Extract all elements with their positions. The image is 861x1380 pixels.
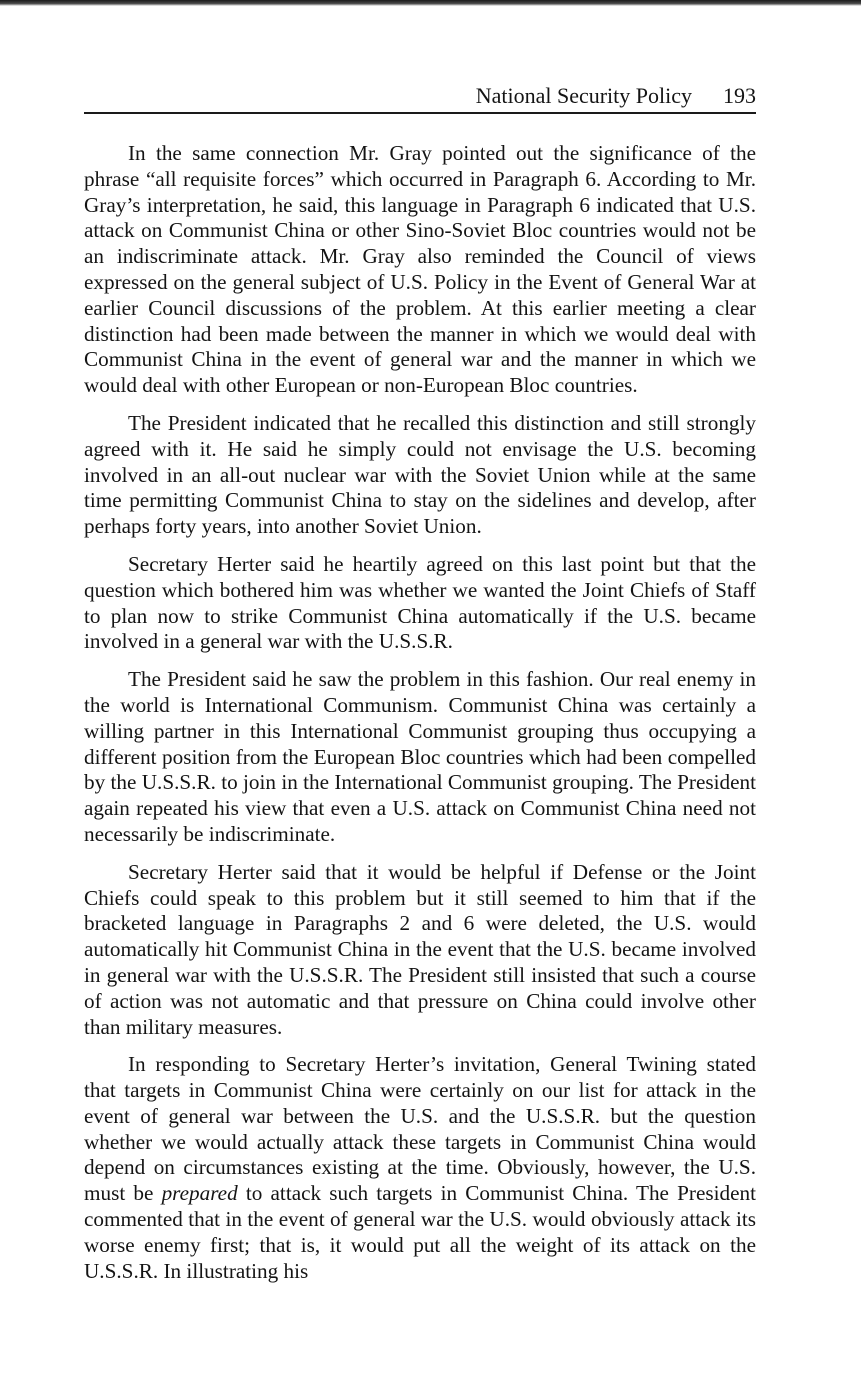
paragraph-text-after-emphasis: to attack such targets in Communist China. The President commented that in the event of general war the U.S. would obviously attack its worse enemy first; that is, it would put all the weight of its attack on the U.S.S.R. In illustrating his: [84, 1181, 756, 1283]
page-header: [84, 80, 756, 114]
body-text: [84, 141, 756, 1296]
paragraph-president-distinction: The President indicated that he recalled this distinction and still strongly agreed with it. He said he simply could not envisage the U.S. becoming involved in an all-out nuclear war with the Soviet Union while at the same time permitting Communist China to stay on the sidelines and develop, after perhaps forty years, into another Soviet Union.: [84, 410, 756, 539]
page-number: 193: [723, 83, 756, 108]
paragraph-herter-question: Secretary Herter said he heartily agreed on this last point but that the question which bothered him was whether we wanted the Joint Chiefs of Staff to plan now to strike Communist China automatically if the U.S. became involved in a general war with the U.S.S.R.: [84, 551, 756, 654]
paragraph-text-before-emphasis: In responding to Secretary Herter’s invitation, General Twining stated that targets in Communist China were certainly on our list for attack in the event of general war between the U.S. and the U.S.S.R. but the question whether we would actually attack these targets in Communist China would depend on circumstances existing at the time. Obviously, however, the U.S. must be: [84, 1052, 756, 1206]
emphasized-word: prepared: [161, 1181, 238, 1206]
paragraph-twining-targets: [84, 1052, 756, 1284]
paragraph-herter-bracketed-language: Secretary Herter said that it would be helpful if Defense or the Joint Chiefs could speak to this problem but it still seemed to him that if the bracketed language in Paragraphs 2 and 6 were deleted, the U.S. would automatically hit Communist China in the event that the U.S. became involved in general war with the U.S.S.R. The President still insisted that such a course of action was not automatic and that pressure on China could involve other than military measures.: [84, 859, 756, 1039]
running-head: National Security Policy: [475, 83, 692, 108]
scan-edge: [0, 0, 861, 6]
paragraph-gray-interpretation: In the same connection Mr. Gray pointed out the significance of the phrase “all requisite forces” which occurred in Paragraph 6. According to Mr. Gray’s interpretation, he said, this language in Paragraph 6 indicated that U.S. attack on Communist China or other Sino-Soviet Bloc countries would not be an indiscriminate attack. Mr. Gray also reminded the Council of views expressed on the general subject of U.S. Policy in the Event of General War at earlier Council discussions of the problem. At this earlier meeting a clear distinction had been made between the manner in which we would deal with Communist China in the event of general war and the manner in which we would deal with other European or non-European Bloc countries.: [84, 141, 756, 398]
paragraph-president-communism: The President said he saw the problem in this fashion. Our real enemy in the world is International Communism. Communist China was certainly a willing partner in this International Communist grouping thus occupying a different position from the European Bloc countries which had been compelled by the U.S.S.R. to join in the International Communist grouping. The President again repeated his view that even a U.S. attack on Communist China need not necessarily be indiscriminate.: [84, 667, 756, 846]
